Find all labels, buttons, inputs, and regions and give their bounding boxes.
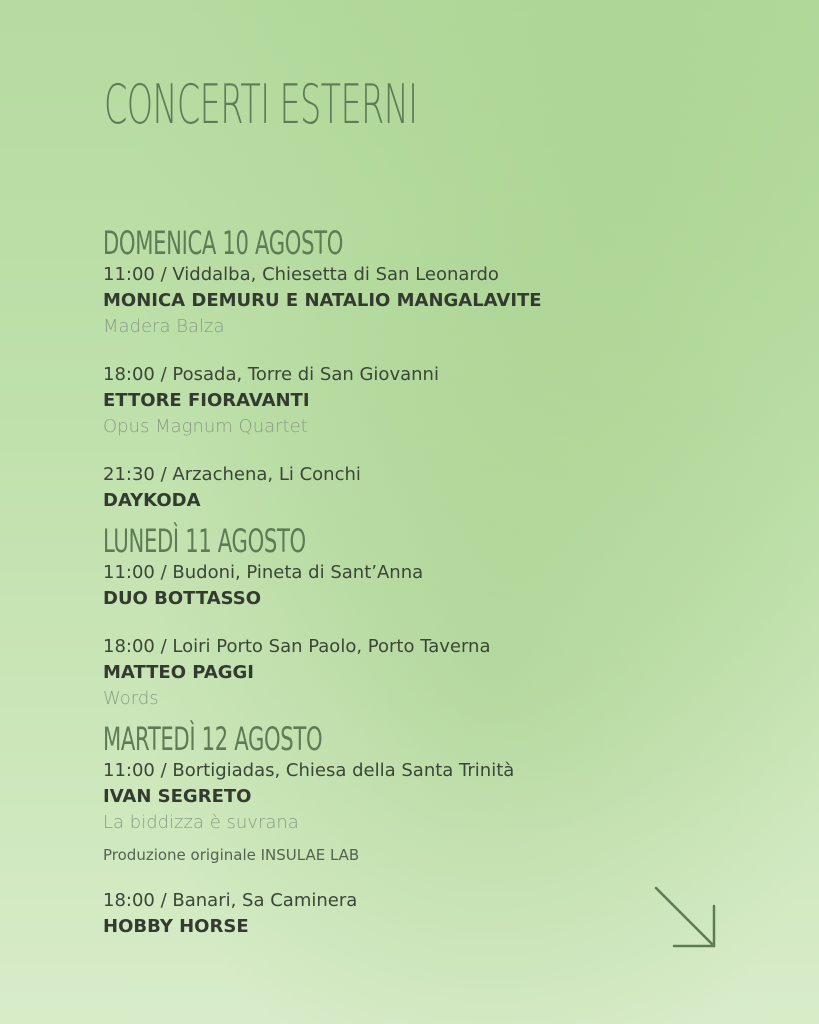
event-time-location: 18:00 / Posada, Torre di San Giovanni xyxy=(103,364,439,385)
concert-schedule xyxy=(103,224,743,962)
page-title: CONCERTI ESTERNI xyxy=(104,73,418,136)
event-artist: ETTORE FIORAVANTI xyxy=(103,390,310,411)
event-subtitle: Opus Magnum Quartet xyxy=(103,416,308,437)
event-item xyxy=(103,634,743,712)
event-item xyxy=(103,462,743,514)
day-heading: DOMENICA 10 AGOSTO xyxy=(103,224,344,262)
event-time-location: 18:00 / Loiri Porto San Paolo, Porto Taverna xyxy=(103,636,491,657)
event-subtitle: La biddizza è suvrana xyxy=(103,812,299,833)
event-item xyxy=(103,888,743,940)
event-artist: HOBBY HORSE xyxy=(103,916,249,937)
event-time-location: 11:00 / Viddalba, Chiesetta di San Leonardo xyxy=(103,264,499,285)
event-artist: MATTEO PAGGI xyxy=(103,662,254,683)
event-item xyxy=(103,362,743,440)
event-time-location: 11:00 / Bortigiadas, Chiesa della Santa Trinità xyxy=(103,760,515,781)
event-subtitle: Words xyxy=(103,688,159,709)
event-artist: MONICA DEMURU E NATALIO MANGALAVITE xyxy=(103,290,542,311)
event-item xyxy=(103,560,743,612)
event-item xyxy=(103,262,743,340)
event-item xyxy=(103,758,743,866)
event-time-location: 11:00 / Budoni, Pineta di Sant’Anna xyxy=(103,562,424,583)
event-note: Produzione originale INSULAE LAB xyxy=(103,846,360,864)
day-section xyxy=(103,720,743,940)
day-section xyxy=(103,224,743,514)
day-section xyxy=(103,522,743,712)
event-time-location: 18:00 / Banari, Sa Caminera xyxy=(103,890,358,911)
day-heading: LUNEDÌ 11 AGOSTO xyxy=(103,522,306,560)
arrow-down-right-icon[interactable] xyxy=(652,884,720,952)
event-artist: DUO BOTTASSO xyxy=(103,588,262,609)
event-subtitle: Madera Balza xyxy=(103,316,225,337)
event-time-location: 21:30 / Arzachena, Li Conchi xyxy=(103,464,361,485)
event-artist: DAYKODA xyxy=(103,490,201,511)
event-artist: IVAN SEGRETO xyxy=(103,786,252,807)
day-heading: MARTEDÌ 12 AGOSTO xyxy=(103,720,323,758)
